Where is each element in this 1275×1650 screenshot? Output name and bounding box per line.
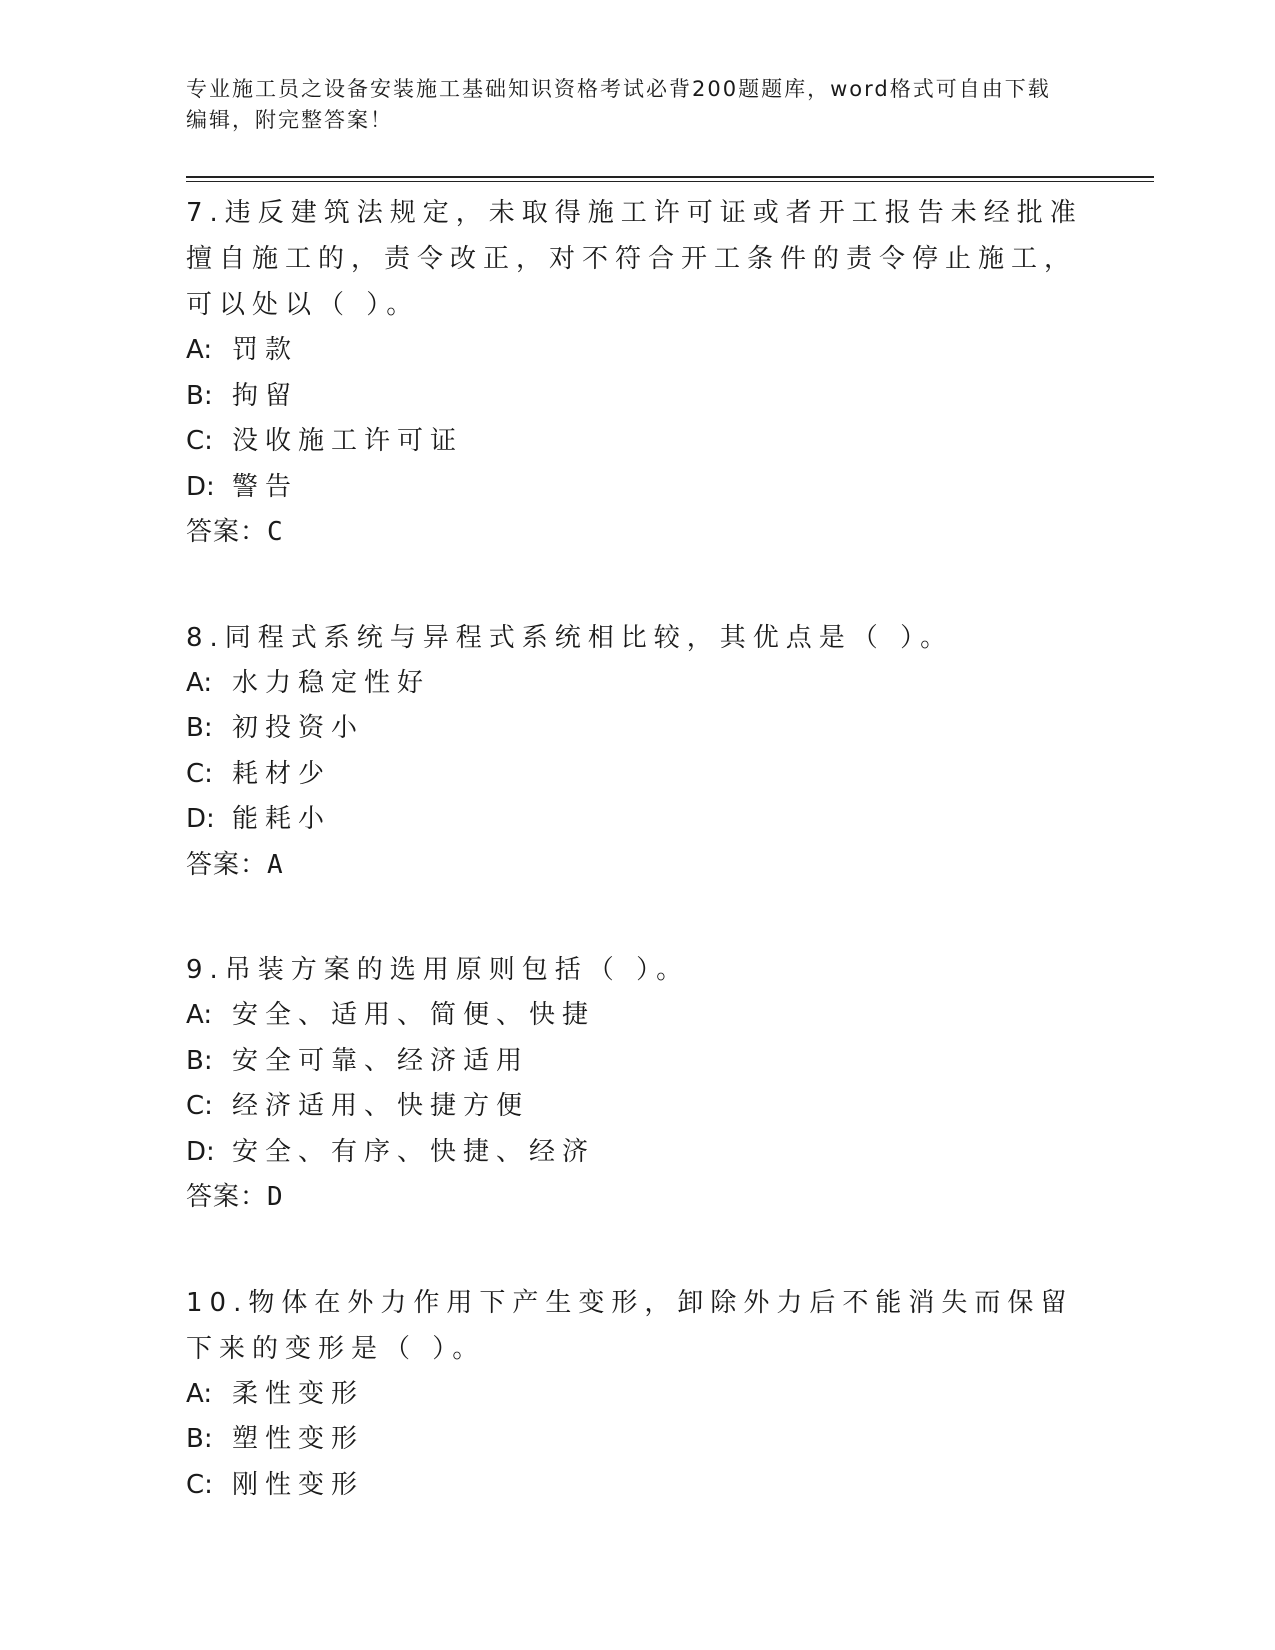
question-stem: 8.同程式系统与异程式系统相比较，其优点是（ ）。	[186, 622, 954, 653]
option-text: 拘留	[232, 380, 299, 411]
option-c	[186, 752, 1086, 798]
option-label: A:	[186, 1378, 213, 1409]
option-label: B:	[186, 380, 213, 411]
option-a	[186, 661, 1086, 707]
option-text: 安全、适用、简便、快捷	[232, 1000, 596, 1030]
option-b	[186, 706, 1086, 752]
option-label: A:	[186, 667, 213, 698]
question-stem: 9.吊装方案的选用原则包括（ ）。	[186, 955, 690, 985]
option-label: C:	[186, 1091, 213, 1121]
question-item	[186, 190, 1086, 556]
option-text: 水力稳定性好	[232, 667, 431, 698]
option-text: 罚款	[232, 335, 299, 365]
option-b	[186, 374, 1086, 420]
option-text: 刚性变形	[232, 1469, 365, 1500]
option-label: C:	[186, 426, 213, 456]
option-d	[186, 465, 1086, 511]
option-b	[186, 1417, 1086, 1463]
option-text: 能耗小	[232, 804, 332, 834]
header-divider-thin	[186, 181, 1154, 182]
option-c	[186, 1084, 1086, 1130]
option-label: D:	[186, 471, 215, 502]
answer-line: 答案：C	[186, 517, 284, 547]
option-d	[186, 797, 1086, 843]
option-text: 安全可靠、经济适用	[232, 1045, 530, 1076]
option-c	[186, 419, 1086, 465]
option-label: B:	[186, 1424, 213, 1454]
option-text: 塑性变形	[232, 1424, 365, 1454]
option-label: D:	[186, 1136, 215, 1167]
option-text: 初投资小	[232, 713, 365, 743]
answer-line: 答案：D	[186, 1182, 284, 1212]
option-text: 没收施工许可证	[232, 426, 464, 456]
option-label: B:	[186, 713, 213, 743]
option-b	[186, 1039, 1086, 1085]
option-text: 耗材少	[232, 758, 332, 789]
option-a	[186, 328, 1086, 374]
option-label: B:	[186, 1045, 213, 1076]
question-item	[186, 1280, 1086, 1509]
header-divider-thick	[186, 176, 1154, 178]
option-label: D:	[186, 804, 215, 834]
question-stem: 10.物体在外力作用下产生变形，卸除外力后不能消失而保留下来的变形是（ ）。	[186, 1287, 1074, 1364]
option-label: A:	[186, 1000, 213, 1030]
question-item	[186, 947, 1086, 1221]
question-list	[186, 190, 1086, 1508]
answer-line: 答案：A	[186, 849, 284, 880]
option-d	[186, 1130, 1086, 1176]
question-stem: 7.违反建筑法规定，未取得施工许可证或者开工报告未经批准擅自施工的，责令改正，对不符合开工条件的责令停止施工，可以处以（ ）。	[186, 198, 1083, 320]
option-label: C:	[186, 1469, 213, 1500]
option-a	[186, 1372, 1086, 1418]
option-text: 警告	[232, 471, 299, 502]
question-item	[186, 615, 1086, 889]
option-c	[186, 1463, 1086, 1509]
option-text: 经济适用、快捷方便	[232, 1091, 530, 1121]
option-label: C:	[186, 758, 213, 789]
option-text: 柔性变形	[232, 1378, 365, 1409]
option-label: A:	[186, 335, 213, 365]
document-header: 专业施工员之设备安装施工基础知识资格考试必背200题题库，word格式可自由下载编辑，附完整答案！	[186, 77, 1051, 132]
option-text: 安全、有序、快捷、经济	[232, 1136, 596, 1167]
option-a	[186, 993, 1086, 1039]
